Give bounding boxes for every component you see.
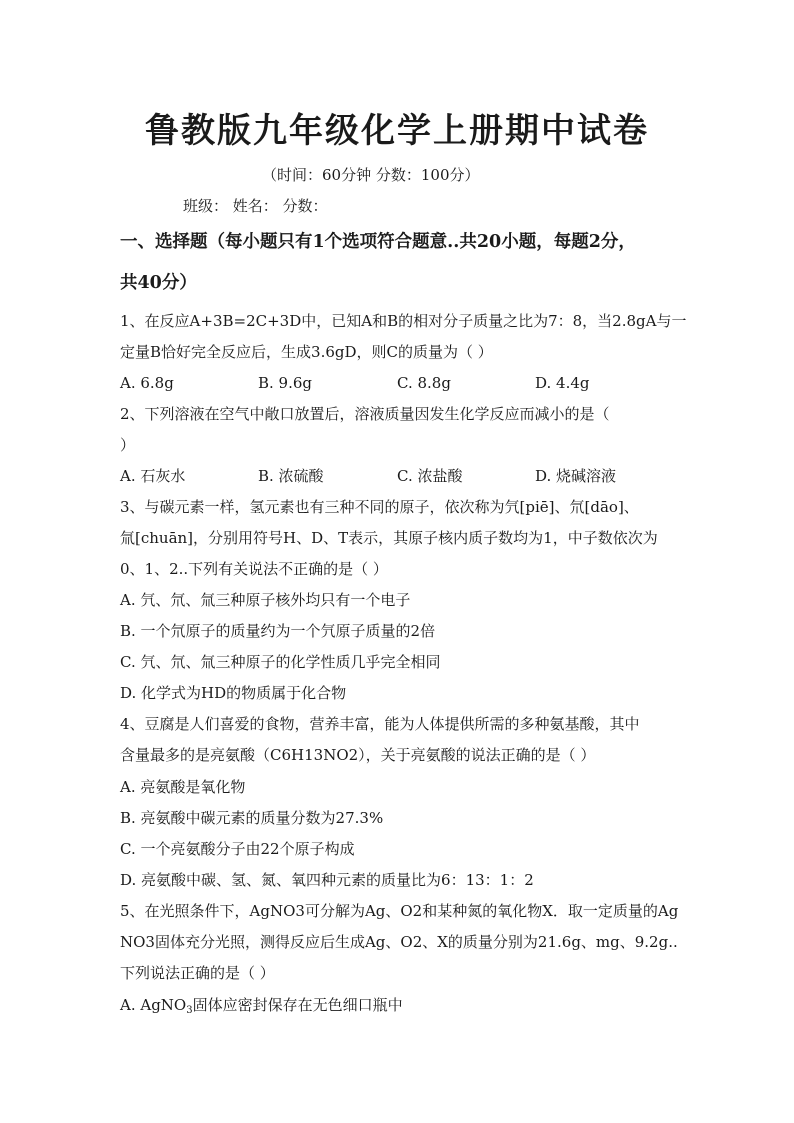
- question-1-option-a: A. 6.8g: [120, 374, 174, 392]
- question-4-option-a: A. 亮氨酸是氧化物: [120, 778, 246, 796]
- question-4-line2: 含量最多的是亮氨酸（C6H13NO2），关于亮氨酸的说法正确的是（ ）: [120, 746, 596, 764]
- exam-subtitle: （时间：60分钟 分数：100分）: [262, 166, 480, 184]
- question-2-option-c: C. 浓盐酸: [397, 467, 463, 485]
- question-3-line1: 3、与碳元素一样，氢元素也有三种不同的原子，依次称为氕[piē]、氘[dāo]、: [120, 498, 639, 516]
- question-2-option-a: A. 石灰水: [120, 467, 186, 485]
- question-4-option-b: B. 亮氨酸中碳元素的质量分数为27.3%: [120, 809, 384, 827]
- question-4-option-d: D. 亮氨酸中碳、氢、氮、氧四种元素的质量比为6：13：1：2: [120, 871, 534, 889]
- question-5-option-a: [120, 995, 403, 1015]
- section-heading-line1: 一、选择题（每小题只有1个选项符合题意..共20小题，每题2分，: [120, 232, 636, 252]
- question-3-option-d: D. 化学式为HD的物质属于化合物: [120, 684, 347, 702]
- class-name-score-line: 班级： 姓名： 分数：: [183, 197, 328, 215]
- question-3-option-b: B. 一个氘原子的质量约为一个氕原子质量的2倍: [120, 622, 436, 640]
- question-2-line2: ）: [120, 436, 136, 454]
- question-3-line3: 0、1、2..下列有关说法不正确的是（ ）: [120, 560, 388, 578]
- question-4-option-c: C. 一个亮氨酸分子由22个原子构成: [120, 840, 355, 858]
- question-4-line1: 4、豆腐是人们喜爱的食物，营养丰富，能为人体提供所需的多种氨基酸，其中: [120, 715, 640, 733]
- question-1-option-b: B. 9.6g: [258, 374, 313, 392]
- question-1-option-d: D. 4.4g: [535, 374, 590, 392]
- question-5-option-a-subscript: 3: [186, 1005, 193, 1016]
- question-5-line3: 下列说法正确的是（ ）: [120, 964, 275, 982]
- page-title: 鲁教版九年级化学上册期中试卷: [145, 111, 649, 151]
- question-1-option-c: C. 8.8g: [397, 374, 451, 392]
- question-2-line1: 2、下列溶液在空气中敞口放置后，溶液质量因发生化学反应而减小的是（: [120, 405, 610, 423]
- question-5-line1: 5、在光照条件下，AgNO3可分解为Ag、O2和某种氮的氧化物X．取一定质量的Ag: [120, 902, 679, 920]
- question-2-option-b: B. 浓硫酸: [258, 467, 324, 485]
- question-1-line2: 定量B恰好完全反应后，生成3.6gD，则C的质量为（ ）: [120, 343, 493, 361]
- question-3-line2: 氚[chuān]，分别用符号H、D、T表示，其原子核内质子数均为1，中子数依次为: [120, 529, 658, 547]
- question-5-option-a-suffix: 固体应密封保存在无色细口瓶中: [192, 996, 403, 1014]
- question-5-line2: NO3固体充分光照，测得反应后生成Ag、O2、X的质量分别为21.6g、mg、9.2g..: [120, 933, 678, 951]
- question-3-option-a: A. 氕、氘、氚三种原子核外均只有一个电子: [120, 591, 411, 609]
- question-3-option-c: C. 氕、氘、氚三种原子的化学性质几乎完全相同: [120, 653, 441, 671]
- question-5-option-a-prefix: A. AgNO: [120, 996, 187, 1014]
- section-heading-line2: 共40分）: [120, 273, 197, 293]
- question-1-line1: 1、在反应A+3B=2C+3D中，已知A和B的相对分子质量之比为7：8，当2.8gA与一: [120, 312, 687, 330]
- question-2-option-d: D. 烧碱溶液: [535, 467, 617, 485]
